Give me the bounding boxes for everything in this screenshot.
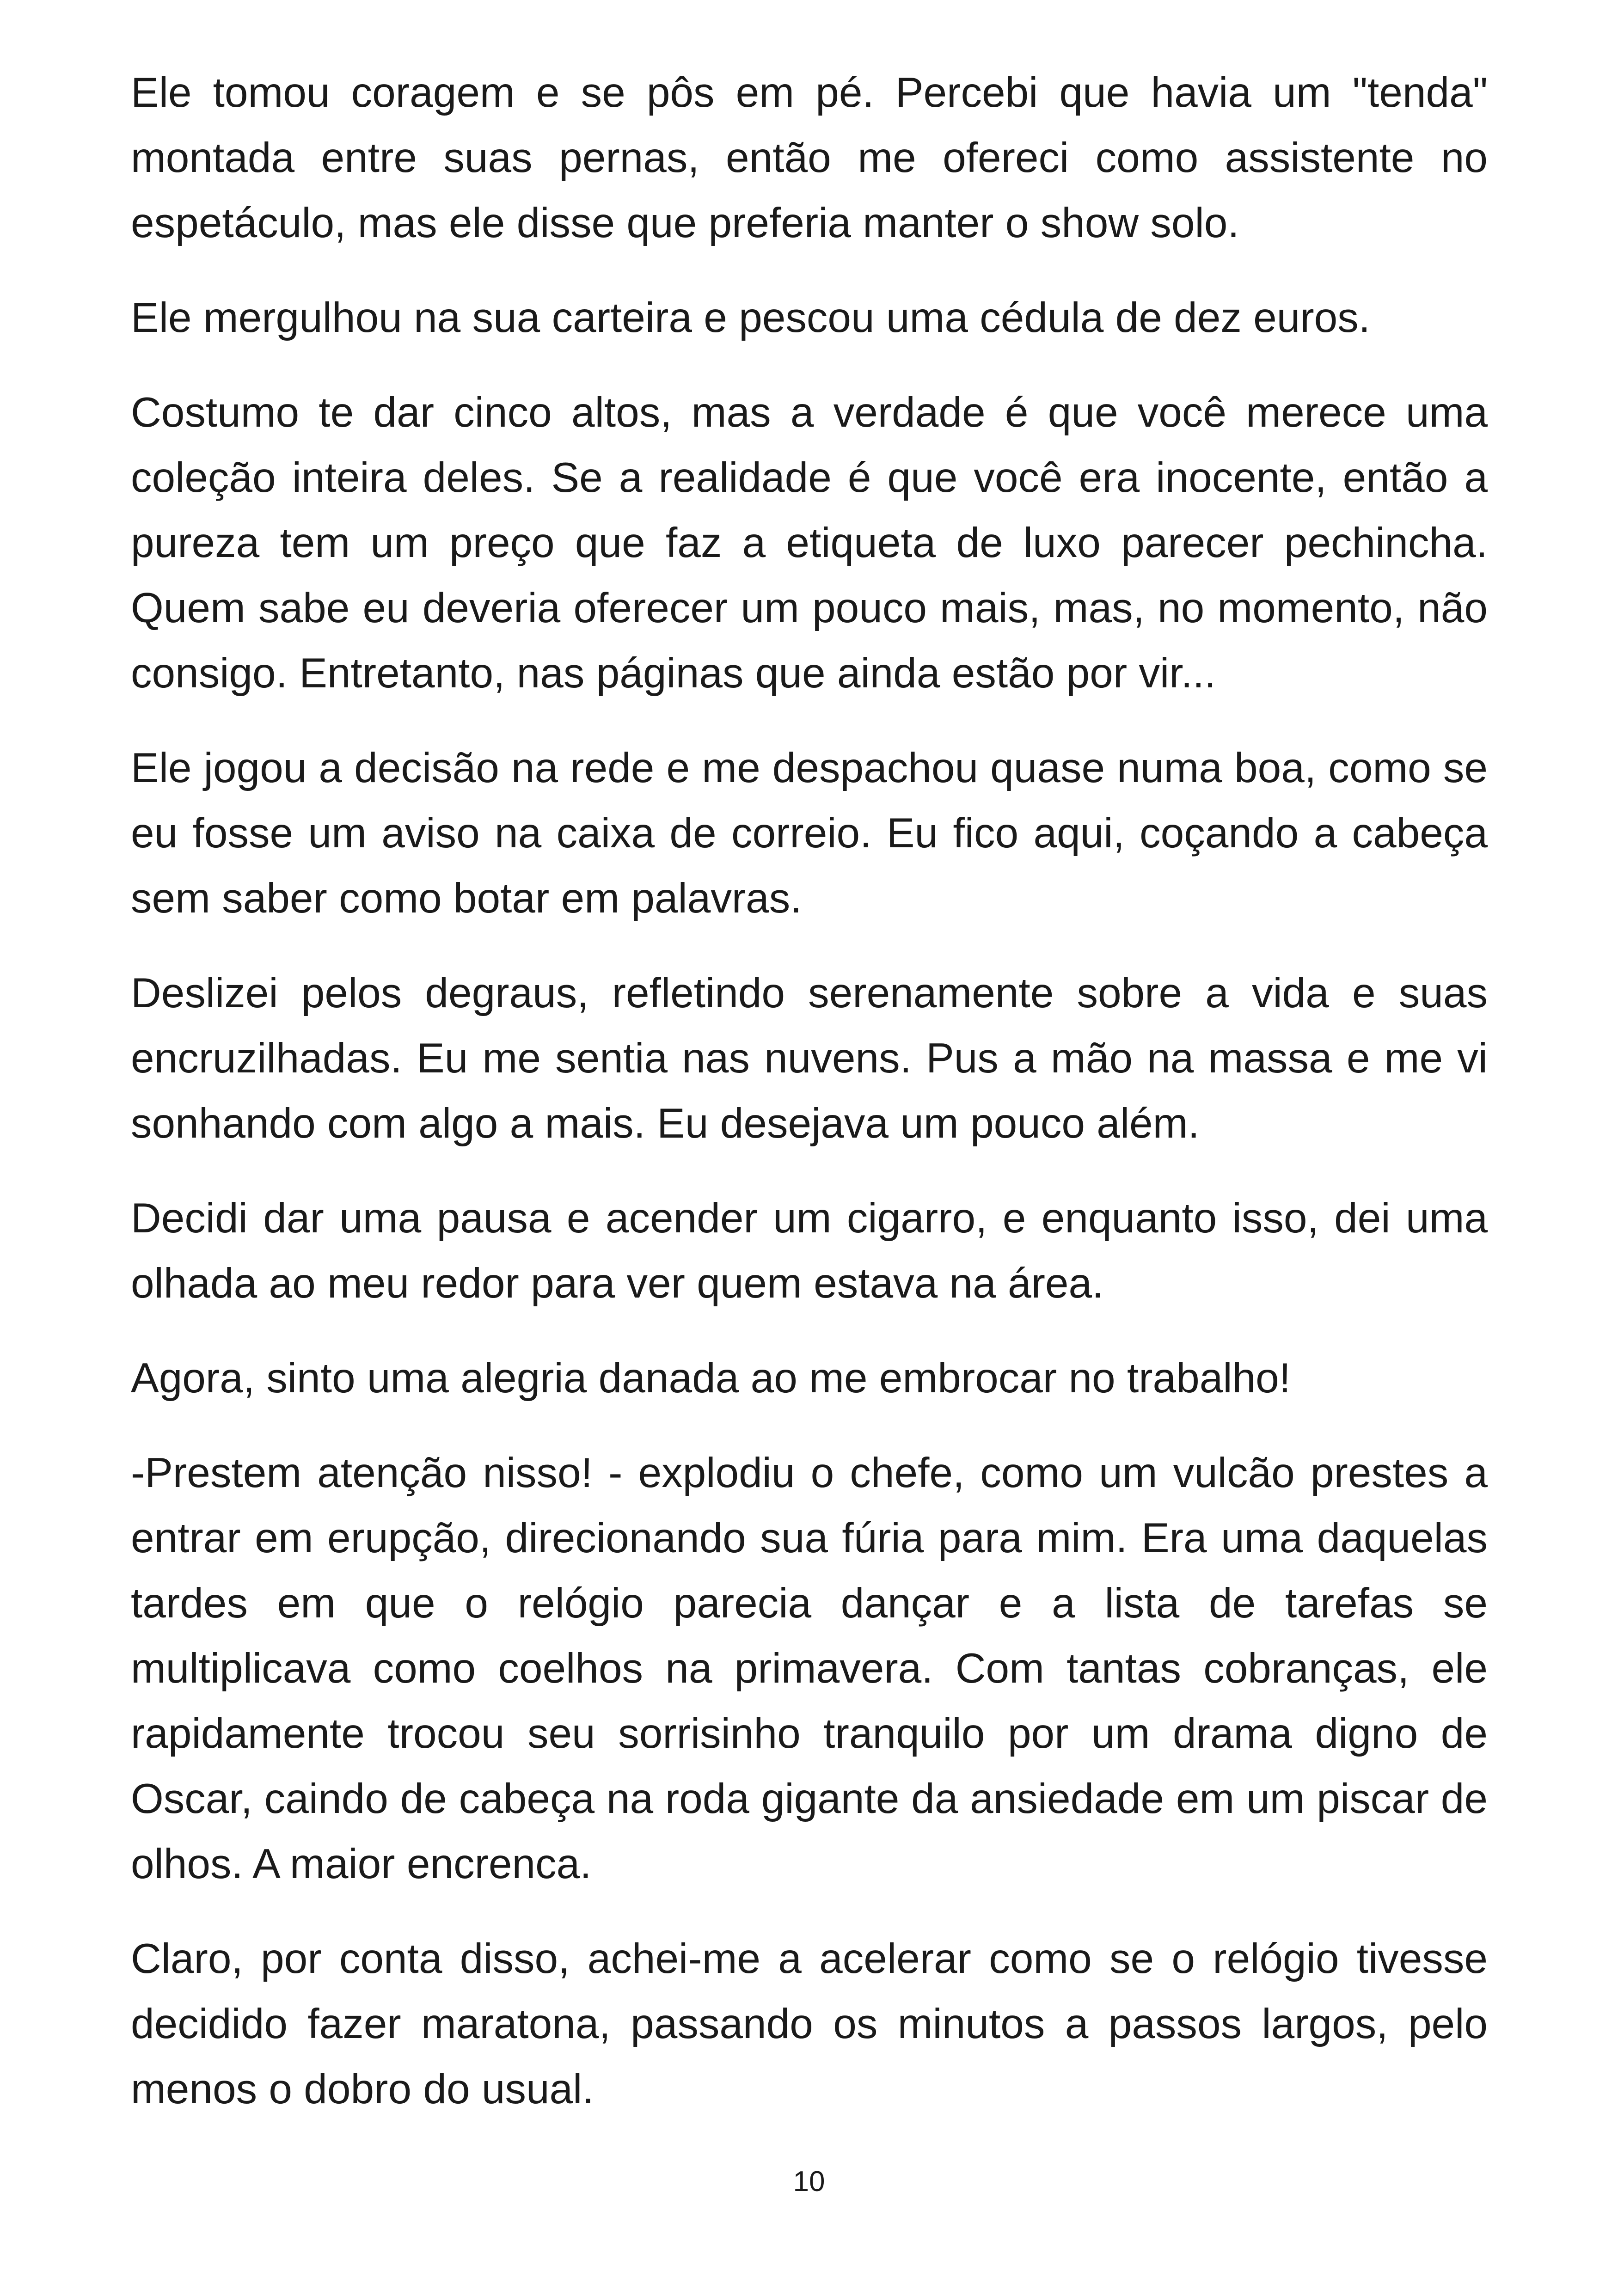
- paragraph: Deslizei pelos degraus, refletindo serenamente sobre a vida e suas encruzilhadas. Eu me sentia nas nuvens. Pus a mão na massa e me vi sonhando com algo a mais. Eu desejava um pouco além.: [131, 970, 1488, 1147]
- body-text: [131, 60, 1488, 2151]
- paragraph: Claro, por conta disso, achei-me a acelerar como se o relógio tivesse decidido fazer maratona, passando os minutos a passos largos, pelo menos o dobro do usual.: [131, 1935, 1488, 2112]
- page-number: 10: [793, 2166, 825, 2198]
- paragraph: Agora, sinto uma alegria danada ao me embrocar no trabalho!: [131, 1355, 1291, 1402]
- paragraph: Costumo te dar cinco altos, mas a verdade é que você merece uma coleção inteira deles. Se a realidade é que você era inocente, então a pureza tem um preço que faz a etiqueta de luxo parecer pechincha. Quem sabe eu deveria oferecer um pouco mais, mas, no momento, não consigo. Entretanto, nas páginas que ainda estão por vir...: [131, 389, 1488, 697]
- paragraph: Ele jogou a decisão na rede e me despachou quase numa boa, como se eu fosse um aviso na caixa de correio. Eu fico aqui, coçando a cabeça sem saber como botar em palavras.: [131, 745, 1488, 922]
- paragraph: Ele tomou coragem e se pôs em pé. Percebi que havia um "tenda" montada entre suas pernas, então me ofereci como assistente no espetáculo, mas ele disse que preferia manter o show solo.: [131, 69, 1488, 246]
- paragraph: Decidi dar uma pausa e acender um cigarro, e enquanto isso, dei uma olhada ao meu redor para ver quem estava na área.: [131, 1195, 1488, 1307]
- paragraph: -Prestem atenção nisso! - explodiu o chefe, como um vulcão prestes a entrar em erupção, direcionando sua fúria para mim. Era uma daquelas tardes em que o relógio parecia dançar e a lista de tarefas se multiplicava como coelhos na primavera. Com tantas cobranças, ele rapidamente trocou seu sorrisinho tranquilo por um drama digno de Oscar, caindo de cabeça na roda gigante da ansiedade em um piscar de olhos. A maior encrenca.: [131, 1450, 1488, 1887]
- paragraph: Ele mergulhou na sua carteira e pescou uma cédula de dez euros.: [131, 294, 1371, 341]
